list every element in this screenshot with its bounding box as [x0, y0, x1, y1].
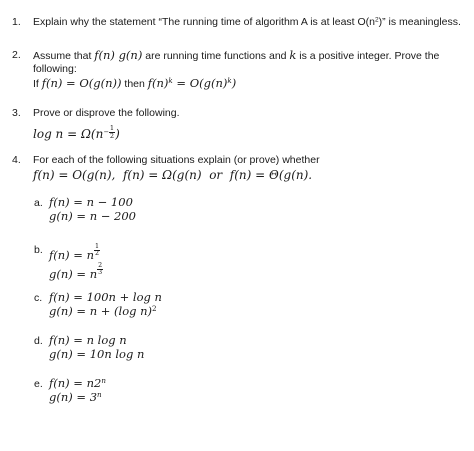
subitem-c-g-sup: 2 [152, 304, 157, 314]
item-3-exp-sign: − [103, 127, 109, 136]
subitem-c-g-base: g(n) = n + (log n) [49, 304, 153, 318]
item-2-if: If [33, 78, 42, 90]
item-2-line-2: following: [33, 63, 77, 75]
item-2-math-if: f(n) = O(g(n)) [41, 76, 122, 90]
item-3-math [33, 125, 120, 140]
item-2-math-then-mid: = O(g(n) [172, 76, 228, 90]
item-1-text-before: Explain why the statement “The running time of algorithm A is at least O(n [33, 16, 375, 28]
item-3-exp-den: 2 [109, 131, 115, 140]
subitem-e-g [49, 392, 102, 404]
subitem-b-f-den: 2 [95, 250, 100, 258]
item-2-then: then [121, 78, 148, 90]
item-number-2: 2. [12, 49, 21, 61]
item-2-math-fg: f(n) g(n) [94, 48, 143, 62]
subitem-label-e: e. [34, 378, 43, 390]
subitem-label-d: d. [34, 335, 43, 347]
item-3-math-right: ) [115, 127, 120, 142]
item-3-line-1: Prove or disprove the following. [33, 107, 180, 119]
subitem-c-f: f(n) = 100n + log n [49, 290, 162, 304]
subitem-b-f-base: f(n) = n [49, 247, 94, 262]
subitem-b-g [49, 263, 103, 280]
item-1-sup: 2 [375, 16, 379, 24]
item-2-line-1-a: Assume that [33, 50, 95, 62]
item-1-text [33, 17, 461, 28]
item-1-text-after: )” is meaningless. [378, 16, 461, 28]
subitem-d-f: f(n) = n log n [49, 333, 127, 347]
item-2-math-then-sup: k [168, 76, 173, 86]
item-number-3: 3. [12, 107, 21, 119]
item-2-line-3 [33, 78, 236, 90]
item-4-math: f(n) = O(g(n), f(n) = Ω(g(n) or f(n) = Θ(g(n). [33, 168, 313, 182]
item-2-line-1-b: are running time functions and [142, 50, 290, 62]
subitem-b-g-exp [97, 263, 103, 277]
item-2-math-then [148, 76, 236, 90]
subitem-e-f [49, 378, 106, 390]
item-2-math-k: k [289, 48, 297, 62]
subitem-a-f: f(n) = n − 100 [49, 195, 133, 209]
subitem-b-f-num: 1 [95, 243, 100, 250]
subitem-b-g-den: 3 [98, 269, 103, 277]
subitem-label-b: b. [34, 244, 43, 256]
subitem-e-f-base: f(n) = n2 [49, 376, 102, 390]
subitem-b-f [49, 244, 100, 261]
subitem-e-g-sup: n [97, 390, 102, 400]
subitem-b-f-exp [94, 244, 100, 258]
subitem-label-c: c. [34, 292, 43, 304]
subitem-label-a: a. [34, 197, 43, 209]
subitem-e-f-sup: n [101, 376, 106, 386]
item-2-math-then-sup2: k [227, 76, 232, 86]
subitem-b-g-num: 2 [98, 262, 103, 269]
item-3-math-left: log n = Ω(n [33, 127, 104, 142]
item-3-exp-num: 1 [109, 124, 115, 132]
subitem-b-g-base: g(n) = n [49, 266, 98, 281]
subitem-e-g-base: g(n) = 3 [49, 390, 98, 404]
item-3-exponent [103, 125, 115, 139]
subitem-c-g [49, 306, 157, 318]
item-number-1: 1. [12, 16, 21, 28]
subitem-a-g: g(n) = n − 200 [49, 209, 136, 223]
item-number-4: 4. [12, 154, 21, 166]
item-2-line-1 [33, 50, 439, 62]
item-2-line-1-c: is a positive integer. Prove the [296, 50, 440, 62]
item-2-math-then-end: ) [231, 76, 237, 90]
item-4-line-1: For each of the following situations explain (or prove) whether [33, 154, 320, 166]
subitem-d-g: g(n) = 10n log n [49, 347, 145, 361]
item-2-math-then-base: f(n) [147, 76, 169, 90]
